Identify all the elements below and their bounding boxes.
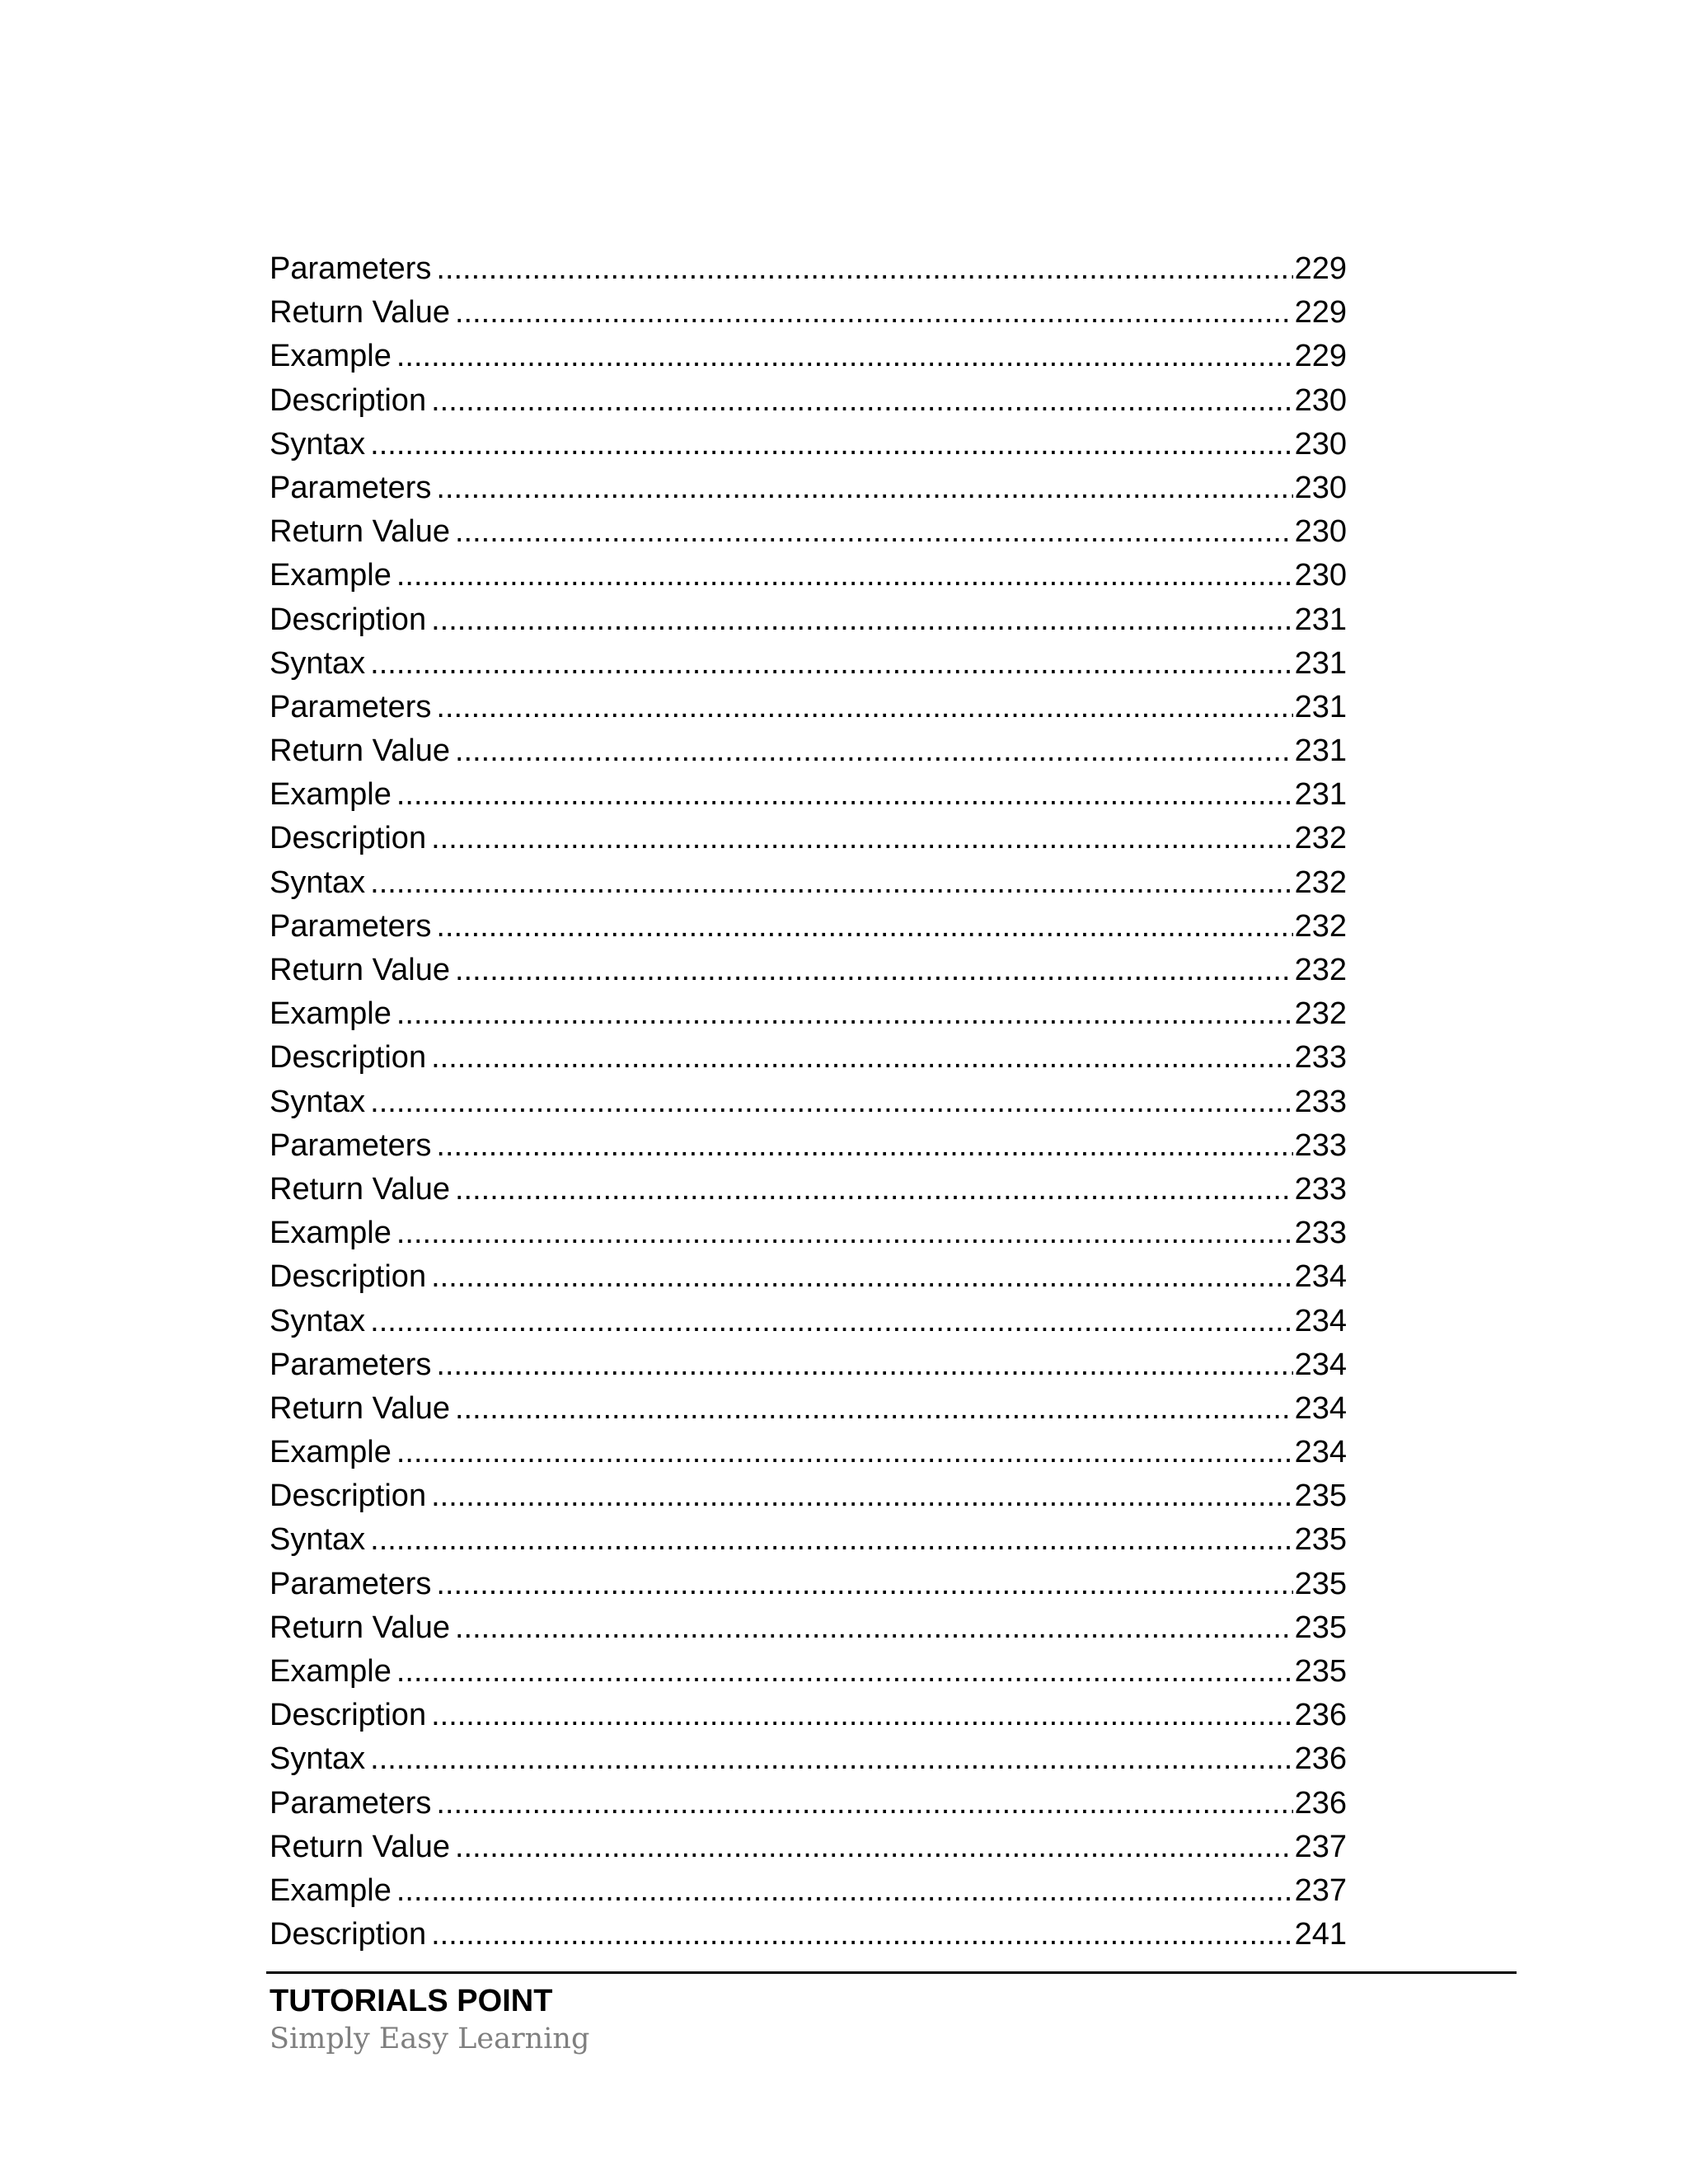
toc-entry-page-number: 233 bbox=[1294, 1216, 1347, 1251]
toc-entry-label: Syntax bbox=[270, 1522, 366, 1558]
toc-entry-label: Example bbox=[270, 558, 392, 593]
toc-entry-label: Syntax bbox=[270, 426, 366, 462]
toc-entry-label: Return Value bbox=[270, 1171, 450, 1207]
toc-entry[interactable] bbox=[270, 510, 1347, 554]
footer-divider bbox=[266, 1971, 1517, 1974]
toc-dot-leader bbox=[436, 1343, 1292, 1387]
toc-dot-leader bbox=[455, 729, 1293, 773]
toc-entry-page-number: 235 bbox=[1294, 1566, 1347, 1601]
toc-entry[interactable] bbox=[270, 466, 1347, 510]
toc-entry[interactable] bbox=[270, 905, 1347, 949]
toc-entry[interactable] bbox=[270, 1606, 1347, 1650]
toc-entry-page-number: 231 bbox=[1294, 602, 1347, 637]
toc-entry[interactable] bbox=[270, 1212, 1347, 1255]
toc-entry-page-number: 236 bbox=[1294, 1698, 1347, 1733]
toc-dot-leader bbox=[455, 1825, 1293, 1869]
toc-entry[interactable] bbox=[270, 1650, 1347, 1694]
toc-dot-leader bbox=[455, 510, 1293, 554]
toc-entry[interactable] bbox=[270, 1080, 1347, 1124]
toc-entry-page-number: 229 bbox=[1294, 339, 1347, 374]
toc-entry-label: Return Value bbox=[270, 1390, 450, 1426]
toc-entry-page-number: 233 bbox=[1294, 1040, 1347, 1076]
toc-entry-label: Example bbox=[270, 1654, 392, 1689]
toc-entry-page-number: 231 bbox=[1294, 645, 1347, 681]
toc-dot-leader bbox=[455, 949, 1293, 992]
toc-entry[interactable] bbox=[270, 1168, 1347, 1212]
toc-entry[interactable] bbox=[270, 1036, 1347, 1080]
toc-entry-label: Return Value bbox=[270, 733, 450, 769]
toc-dot-leader bbox=[431, 598, 1293, 642]
toc-entry-label: Parameters bbox=[270, 1566, 432, 1601]
toc-dot-leader bbox=[370, 861, 1292, 905]
toc-entry-label: Description bbox=[270, 382, 427, 418]
toc-entry-page-number: 236 bbox=[1294, 1785, 1347, 1821]
toc-dot-leader bbox=[370, 1300, 1292, 1343]
toc-dot-leader bbox=[436, 686, 1292, 729]
toc-entry-page-number: 233 bbox=[1294, 1171, 1347, 1207]
toc-entry[interactable] bbox=[270, 379, 1347, 423]
toc-entry-label: Syntax bbox=[270, 645, 366, 681]
toc-entry[interactable] bbox=[270, 1563, 1347, 1606]
toc-entry-label: Syntax bbox=[270, 1084, 366, 1119]
toc-dot-leader bbox=[431, 817, 1293, 860]
footer-tagline: Simply Easy Learning bbox=[270, 2022, 590, 2055]
toc-entry-page-number: 235 bbox=[1294, 1610, 1347, 1645]
toc-dot-leader bbox=[396, 1869, 1293, 1913]
toc-entry-label: Example bbox=[270, 996, 392, 1032]
toc-dot-leader bbox=[396, 1212, 1293, 1255]
toc-dot-leader bbox=[436, 1563, 1292, 1606]
toc-dot-leader bbox=[436, 1782, 1292, 1825]
toc-entry-page-number: 231 bbox=[1294, 777, 1347, 813]
toc-entry-page-number: 235 bbox=[1294, 1654, 1347, 1689]
toc-entry[interactable] bbox=[270, 992, 1347, 1036]
toc-entry[interactable] bbox=[270, 773, 1347, 817]
toc-entry-page-number: 232 bbox=[1294, 996, 1347, 1032]
toc-dot-leader bbox=[436, 905, 1292, 949]
toc-entry[interactable] bbox=[270, 1343, 1347, 1387]
toc-entry-label: Description bbox=[270, 1917, 427, 1952]
toc-entry-label: Return Value bbox=[270, 295, 450, 330]
toc-entry[interactable] bbox=[270, 1518, 1347, 1562]
toc-dot-leader bbox=[431, 1913, 1293, 1957]
toc-entry-label: Return Value bbox=[270, 953, 450, 987]
toc-entry-page-number: 233 bbox=[1294, 1127, 1347, 1163]
toc-dot-leader bbox=[436, 247, 1292, 291]
toc-entry-page-number: 232 bbox=[1294, 908, 1347, 944]
toc-entry-page-number: 237 bbox=[1294, 1829, 1347, 1864]
toc-entry-label: Return Value bbox=[270, 1829, 450, 1864]
toc-entry-label: Example bbox=[270, 1435, 392, 1470]
toc-entry[interactable] bbox=[270, 247, 1347, 291]
toc-dot-leader bbox=[396, 1650, 1293, 1694]
toc-entry[interactable] bbox=[270, 861, 1347, 905]
toc-entry-label: Example bbox=[270, 1872, 392, 1908]
toc-entry[interactable] bbox=[270, 686, 1347, 729]
toc-entry-page-number: 234 bbox=[1294, 1435, 1347, 1470]
toc-dot-leader bbox=[370, 1080, 1292, 1124]
toc-entry[interactable] bbox=[270, 1737, 1347, 1781]
toc-entry-label: Parameters bbox=[270, 1127, 432, 1163]
toc-entry-page-number: 232 bbox=[1294, 953, 1347, 987]
toc-entry-label: Description bbox=[270, 1698, 427, 1733]
toc-entry[interactable] bbox=[270, 554, 1347, 598]
toc-entry-page-number: 231 bbox=[1294, 733, 1347, 769]
toc-dot-leader bbox=[431, 1255, 1293, 1299]
toc-dot-leader bbox=[455, 1606, 1293, 1650]
toc-dot-leader bbox=[431, 1694, 1293, 1737]
toc-dot-leader bbox=[370, 423, 1292, 466]
toc-entry-label: Return Value bbox=[270, 1610, 450, 1645]
toc-dot-leader bbox=[396, 992, 1293, 1036]
toc-entry-label: Example bbox=[270, 339, 392, 374]
toc-entry-page-number: 230 bbox=[1294, 426, 1347, 462]
toc-entry[interactable] bbox=[270, 335, 1347, 378]
toc-entry-label: Description bbox=[270, 1479, 427, 1514]
toc-entry[interactable] bbox=[270, 949, 1347, 992]
toc-dot-leader bbox=[455, 1168, 1293, 1212]
toc-entry-page-number: 234 bbox=[1294, 1390, 1347, 1426]
toc-entry-page-number: 229 bbox=[1294, 251, 1347, 286]
toc-entry-label: Return Value bbox=[270, 514, 450, 550]
toc-entry-label: Description bbox=[270, 1040, 427, 1076]
toc-entry[interactable] bbox=[270, 1913, 1347, 1957]
toc-entry-label: Syntax bbox=[270, 1303, 366, 1338]
toc-dot-leader bbox=[436, 1124, 1292, 1168]
toc-entry-label: Description bbox=[270, 1259, 427, 1295]
toc-entry-page-number: 234 bbox=[1294, 1303, 1347, 1338]
toc-entry[interactable] bbox=[270, 817, 1347, 860]
toc-entry-page-number: 230 bbox=[1294, 382, 1347, 418]
toc-entry[interactable] bbox=[270, 642, 1347, 686]
toc-entry[interactable] bbox=[270, 1694, 1347, 1737]
toc-entry-label: Parameters bbox=[270, 908, 432, 944]
toc-entry-label: Syntax bbox=[270, 1741, 366, 1777]
toc-entry-page-number: 236 bbox=[1294, 1741, 1347, 1777]
toc-entry-label: Parameters bbox=[270, 251, 432, 286]
toc-entry[interactable] bbox=[270, 1825, 1347, 1869]
toc-entry[interactable] bbox=[270, 1300, 1347, 1343]
toc-entry-label: Example bbox=[270, 1216, 392, 1251]
toc-dot-leader bbox=[431, 1474, 1293, 1518]
toc-dot-leader bbox=[431, 1036, 1293, 1080]
toc-entry-label: Description bbox=[270, 602, 427, 637]
toc-entry[interactable] bbox=[270, 1124, 1347, 1168]
toc-dot-leader bbox=[396, 1431, 1293, 1474]
toc-entry-label: Example bbox=[270, 777, 392, 813]
toc-entry-label: Parameters bbox=[270, 689, 432, 724]
toc-entry-page-number: 235 bbox=[1294, 1479, 1347, 1514]
toc-entry[interactable] bbox=[270, 729, 1347, 773]
toc-entry[interactable] bbox=[270, 1431, 1347, 1474]
toc-dot-leader bbox=[455, 291, 1293, 335]
toc-dot-leader bbox=[396, 773, 1293, 817]
toc-entry[interactable] bbox=[270, 1782, 1347, 1825]
toc-entry-page-number: 230 bbox=[1294, 514, 1347, 550]
toc-entry[interactable] bbox=[270, 1387, 1347, 1431]
toc-entry-label: Parameters bbox=[270, 1785, 432, 1821]
toc-entry-label: Description bbox=[270, 821, 427, 856]
toc-entry-page-number: 234 bbox=[1294, 1259, 1347, 1295]
toc-entry-page-number: 234 bbox=[1294, 1347, 1347, 1382]
toc-entry-label: Parameters bbox=[270, 470, 432, 505]
footer-brand: TUTORIALS POINT bbox=[270, 1984, 553, 2018]
toc-entry[interactable] bbox=[270, 423, 1347, 466]
toc-entry-page-number: 230 bbox=[1294, 470, 1347, 505]
toc-entry-page-number: 241 bbox=[1294, 1917, 1347, 1952]
toc-entry[interactable] bbox=[270, 1474, 1347, 1518]
toc-dot-leader bbox=[370, 1518, 1292, 1562]
toc-dot-leader bbox=[431, 379, 1293, 423]
toc-dot-leader bbox=[396, 554, 1293, 598]
toc-entry[interactable] bbox=[270, 291, 1347, 335]
toc-dot-leader bbox=[455, 1387, 1293, 1431]
toc-entry-page-number: 232 bbox=[1294, 821, 1347, 856]
toc-entry-page-number: 235 bbox=[1294, 1522, 1347, 1558]
toc-dot-leader bbox=[370, 642, 1292, 686]
toc-entry-page-number: 230 bbox=[1294, 558, 1347, 593]
toc-entry-page-number: 232 bbox=[1294, 865, 1347, 900]
toc-entry[interactable] bbox=[270, 1869, 1347, 1913]
toc-dot-leader bbox=[436, 466, 1292, 510]
toc-dot-leader bbox=[370, 1737, 1292, 1781]
toc-entry-label: Syntax bbox=[270, 865, 366, 900]
toc-dot-leader bbox=[396, 335, 1293, 378]
toc-entry[interactable] bbox=[270, 1255, 1347, 1299]
toc-entry-page-number: 229 bbox=[1294, 295, 1347, 330]
toc-entry[interactable] bbox=[270, 598, 1347, 642]
toc-entry-page-number: 231 bbox=[1294, 689, 1347, 724]
table-of-contents bbox=[270, 247, 1347, 1957]
toc-entry-page-number: 237 bbox=[1294, 1872, 1347, 1908]
toc-entry-page-number: 233 bbox=[1294, 1084, 1347, 1119]
toc-entry-label: Parameters bbox=[270, 1347, 432, 1382]
